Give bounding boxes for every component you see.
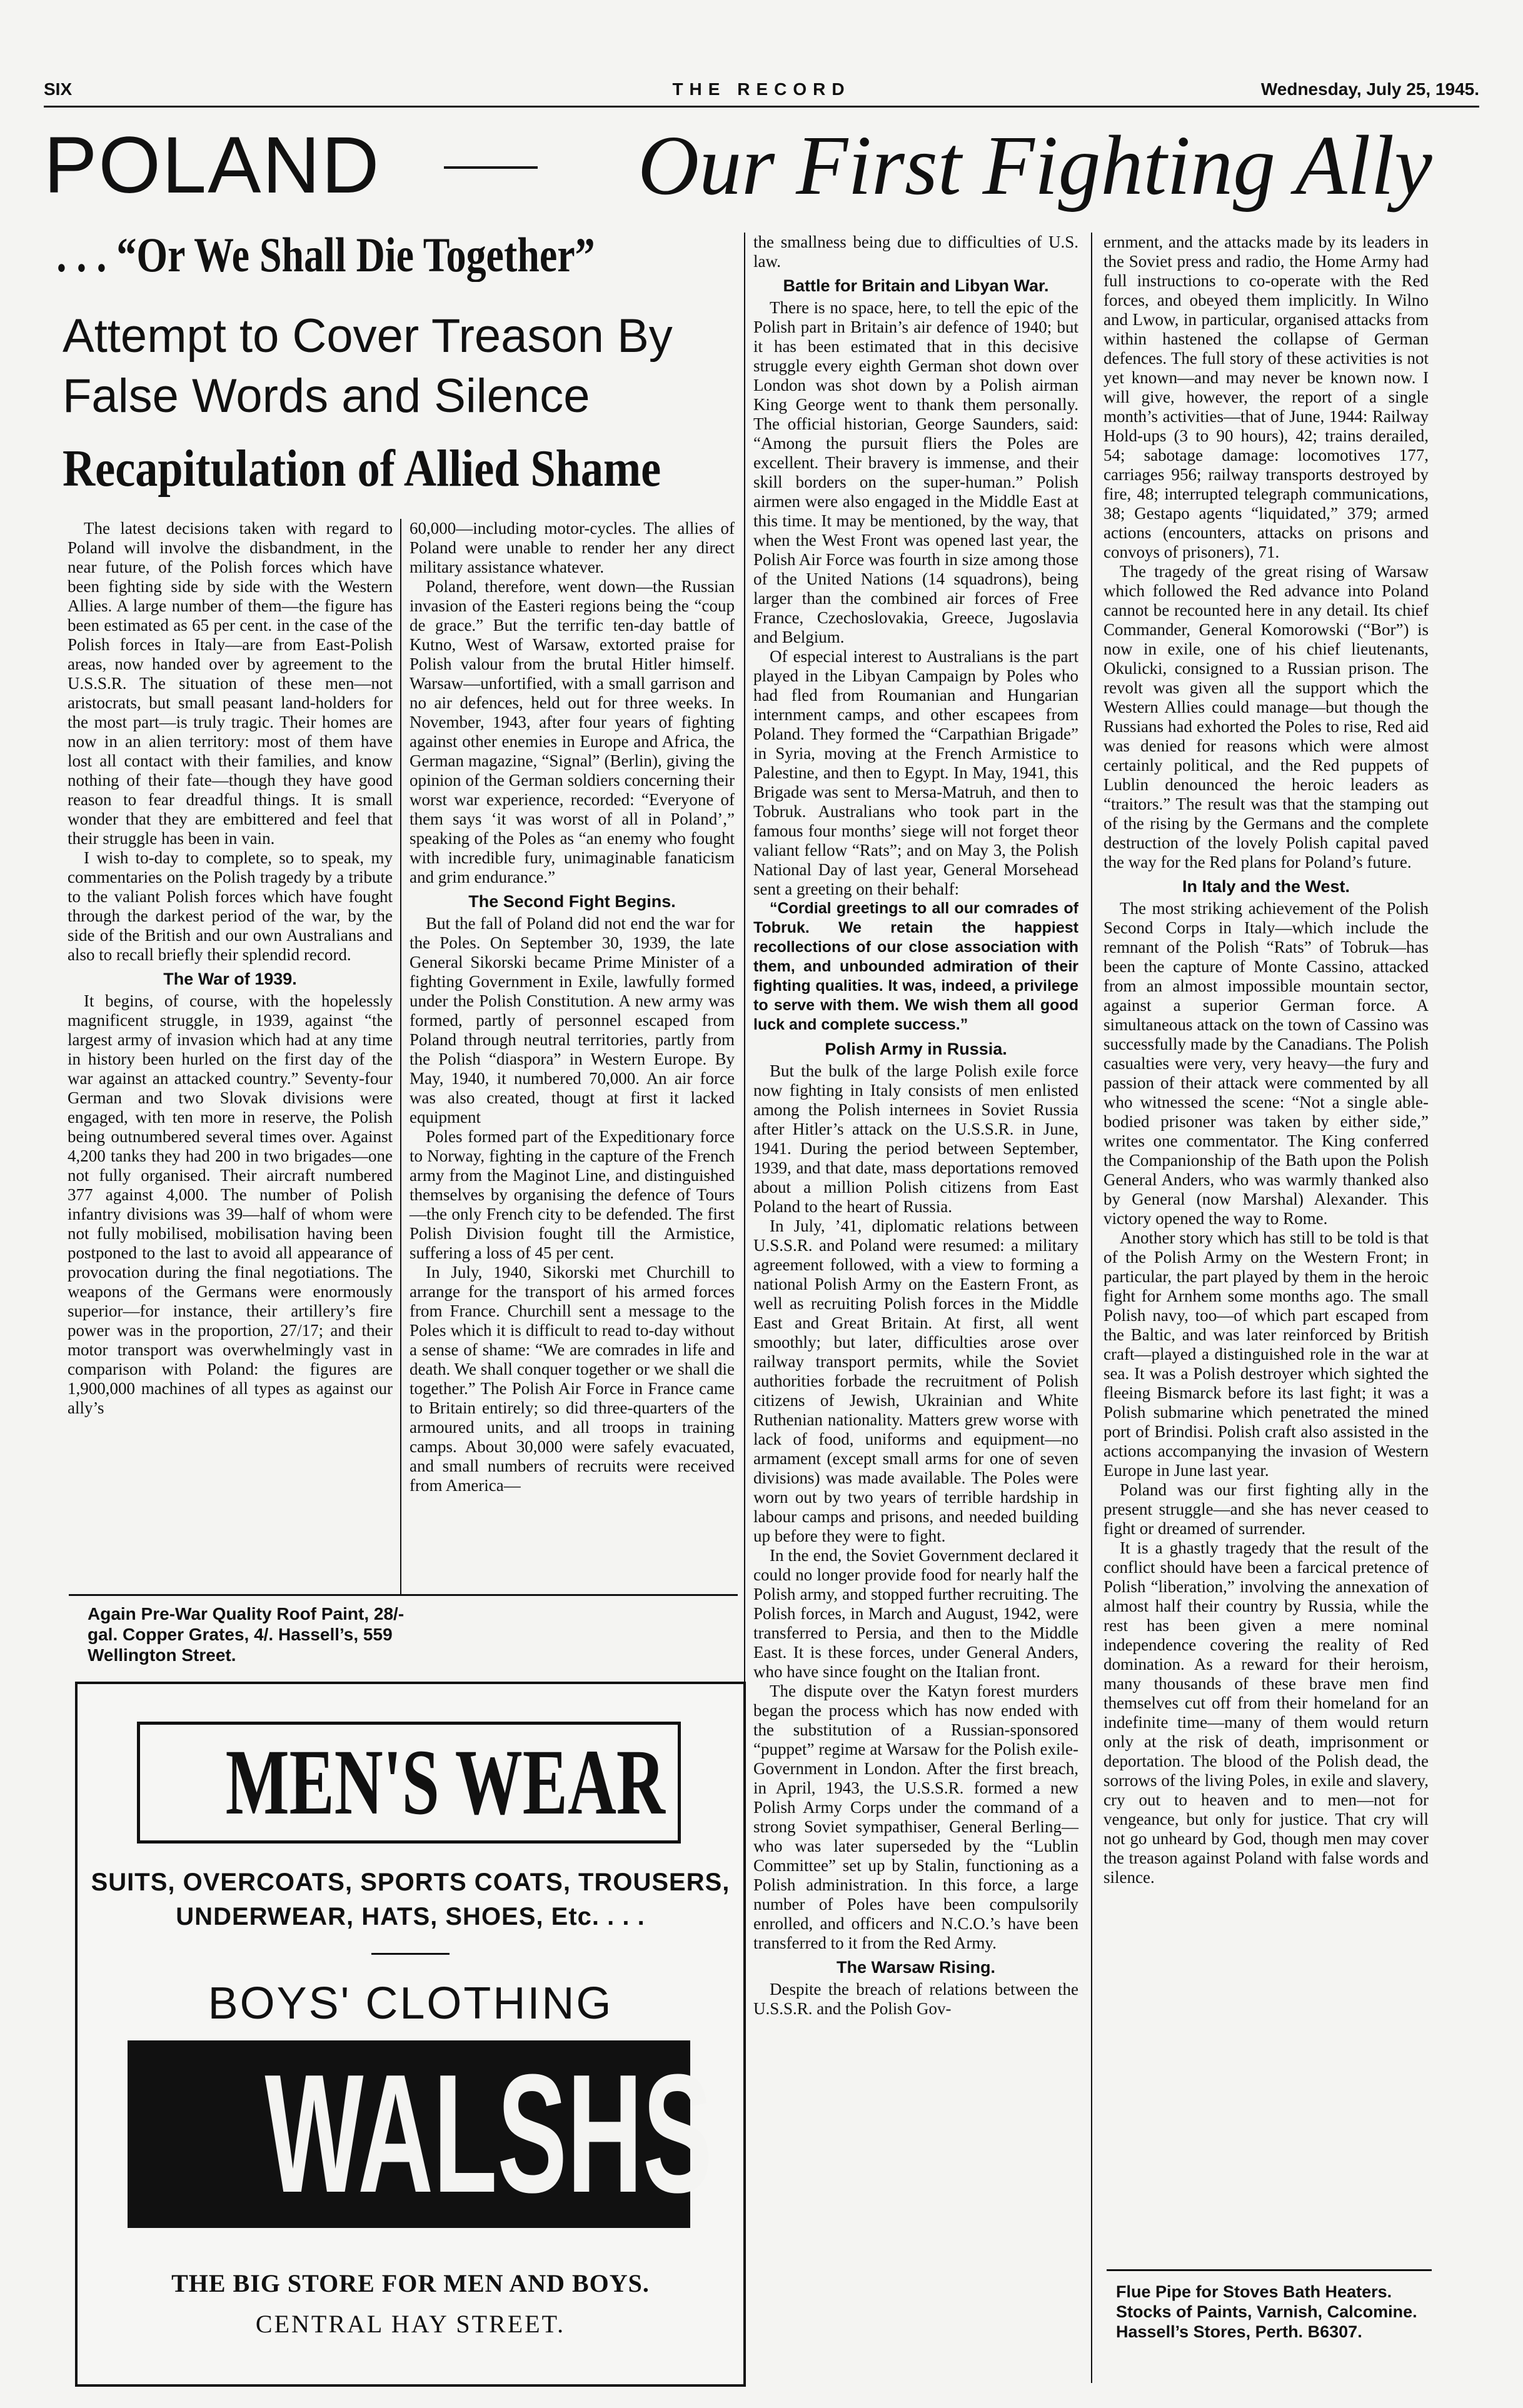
section-rule <box>69 1594 738 1596</box>
paragraph: Another story which has still to be told is that of the Polish Army on the Western Front; in particular, the part played by them in the heroic fight for Arnhem some months ago. The small Polish navy, too—of which part escaped from the Baltic, and was later reinforced by British craft—played a distinguished role in the war at sea. It was a Polish destroyer which sighted the fleeing Bismarck before its last fight; it was a Polish submarine which penetrated the mined port of Brindisi. Polish craft also assisted in the actions accompanying the invasion of Western Europe in June last year. <box>1103 1228 1429 1480</box>
paragraph: It begins, of course, with the hopelessly magnificent struggle, in 1939, against “the largest army of invasion which had at any time in history been hurled on the first day of the war against an attacked country.” Seventy-four German and two Slovak divisions were engaged, with ten more in reserve, the Polish being outnumbered several times over. Against 4,200 tanks they had 200 in two brigades—one not fully organised. Their aircraft numbered 377 against 4,000. The number of Polish infantry divisions was 39—half of whom were not fully mobilised, mobilisation having been postponed to the last to avoid all appearance of provocation during the final negotiations. The weapons of the Germans were enormously superior—for instance, their artillery’s fire power was in the proportion, 27/17; and their motor transport was overwhelmingly vast in comparison with Poland: the figures are 1,900,000 machines of all types as against our ally’s <box>68 991 393 1417</box>
paragraph: The tragedy of the great rising of Warsaw which followed the Red advance into Poland cannot be recounted here in any detail. Its chief Commander, General Komorowski (“Bor”) is now in exile, one of his chief lieutenants, Okulicki, consigned to a Russian prison. The revolt was given all the support which the Western Allies could manage—but though the Russians had exhorted the Poles to rise, Red aid was denied for reasons which were almost certainly political, and the Red puppets of Lublin denounced the heroic leaders as “traitors.” The result was that the stamping out of the rising by the Germans and the complete destruction of the lovely Polish capital paved the way for the Red plans for Poland’s future. <box>1103 562 1429 871</box>
article-column-2 <box>410 519 735 1495</box>
headline-die-together: . . . “Or We Shall Die Together” <box>56 228 595 282</box>
quoted-message: “Cordial greetings to all our comrades of Tobruk. We retain the happiest recollections of our close association with them, and unbounded admiration of their fighting qualities. It was, indeed, a privilege to serve with them. We wish them all good luck and complete success.” <box>753 900 1078 1033</box>
section-rule <box>1107 2269 1432 2271</box>
paragraph: In the end, the Soviet Government declared it could no longer provide food for nearly half the Polish army, and stopped further recruiting. The Polish forces, in March and August, 1942, were transferred to Persia, and then to the Middle East. It is these forces, under General Anders, who have since fought on the Italian front. <box>753 1546 1078 1681</box>
paragraph: 60,000—including motor-cycles. The allies of Poland were unable to render her any direct military assistance whatever. <box>410 519 735 576</box>
paragraph: Poland, therefore, went down—the Russian invasion of the Easteri regions being the “coup de grace.” But the terrific ten-day battle of Kutno, West of Warsaw, extorted praise for Polish valour from the brutal Hitler himself. Warsaw—unfortified, with a small garrison and no air defences, held out for three weeks. In November, 1943, after four years of fighting against other enemies in Europe and Africa, the German magazine, “Signal” (Berlin), giving the opinion of the German soldiers concerning their worst war experience, recorded: “Everyone of them says ‘it was worst of all in Poland’,” speaking of the Poles as “an enemy who fought with incredible fury, unimaginable fanaticism and grim endurance.” <box>410 577 735 886</box>
masthead-dash <box>444 166 538 169</box>
walshs-logo <box>128 2040 713 2228</box>
mens-wear-heading <box>137 1722 681 1844</box>
roof-paint-advert: Again Pre-War Quality Roof Paint, 28/- gal. Copper Grates, 4/. Hassell’s, 559 Wellington Street. <box>88 1604 405 1665</box>
paper-name: THE RECORD <box>672 79 851 99</box>
paragraph: Of especial interest to Australians is the part played in the Libyan Campaign by Poles who had fled from Roumanian and Hungarian internment camps, and other escapees from Poland. They formed the “Carpathian Brigade” in Syria, moving at the French Armistice to Palestine, and then to Egypt. In May, 1941, this Brigade was sent to Mersa-Matruh, and then to Tobruk. Australians who took part in the famous four months’ siege will not forget theor valiant fellow “Rats”; and on May 3, the Polish National Day of last year, General Morsehead sent a greeting on their behalf: <box>753 647 1078 898</box>
masthead <box>44 119 1479 219</box>
paragraph: Despite the breach of relations between the U.S.S.R. and the Polish Gov- <box>753 1980 1078 2018</box>
article-column-3 <box>753 233 1078 2019</box>
flue-pipe-advert: Flue Pipe for Stoves Bath Heaters. Stocks of Paints, Varnish, Calcomine. Hassell’s Stores, Perth. B6307. <box>1116 2282 1417 2341</box>
page-number: SIX <box>44 79 73 99</box>
headline-treason: Attempt to Cover Treason By False Words and Silence <box>63 309 673 423</box>
column-rule <box>1091 233 1092 2383</box>
masthead-poland: POLAND <box>44 121 381 210</box>
section-heading: Polish Army in Russia. <box>825 1040 1007 1058</box>
paragraph: In July, 1940, Sikorski met Churchill to arrange for the transport of his armed forces from France. Churchill sent a message to the Poles which it is difficult to read to-day without a sense of shame: “We are comrades in life and death. We shall conquer together or we shall die together.” The Polish Air Force in France came to Britain entirely; so did three-quarters of the armoured units, and all troops in training camps. About 30,000 were safely evacuated, and small numbers of recruits were received from America— <box>410 1263 735 1495</box>
section-heading: The Second Fight Begins. <box>468 892 676 911</box>
masthead-subtitle: Our First Fighting Ally <box>638 119 1432 213</box>
paragraph: It is a ghastly tragedy that the result of the conflict should have been a farcical pretence of Polish “liberation,” involving the annexation of almost half their country by Russia, while the rest has been given a mere nominal independence covering the reality of Red domination. As a reward for their heroism, many thousands of these brave men find themselves cut off from their homeland for an indefinite time—many of them would return only at the risk of death, imprisonment or deportation. The blood of the Polish dead, the sorrows of the living Poles, in exile and slavery, cry out to heaven and to men—not for vengeance, but only for justice. That cry will not go unheard by God, though men may cover the treason against Poland with false words and silence. <box>1103 1538 1429 1887</box>
paragraph: The latest decisions taken with regard to Poland will involve the disbandment, in the near future, of the Polish forces which have been fighting side by side with the Western Allies. A large number of them—the figure has been estimated as 65 per cent. in the case of the Polish forces in Italy—are from East-Polish areas, now handed over by agreement to the U.S.S.R. The situation of these men—not aristocrats, but small peasant land-holders for the most part—is truly tragic. Their homes are now in an alien territory: most of them have lost all contact with their families, and know nothing of their fate—though they have good reason to fear dreadful things. It is small wonder that they are embittered and feel that their struggle has been in vain. <box>68 519 393 848</box>
paragraph: the smallness being due to difficulties of U.S. law. <box>753 233 1078 271</box>
article-column-4 <box>1103 233 1429 1887</box>
paragraph: The dispute over the Katyn forest murders began the process which has now ended with the substitution of a Russian-sponsored “puppet” regime at Warsaw for the Polish exile-Government in London. After the first breach, in April, 1943, the U.S.S.R. formed a new Polish Army Corps under the command of a strong Soviet sympathiser, General Berling—who was later superseded by the “Lublin Committee” set up by Stalin, functioning as a Polish administration. In this force, a large number of Poles have been compulsorily enrolled, and officers and N.C.O.’s have been transferred to it from the Red Army. <box>753 1682 1078 1952</box>
section-heading: Battle for Britain and Libyan War. <box>783 276 1049 295</box>
dateline <box>44 78 1479 108</box>
paragraph: The most striking achievement of the Polish Second Corps in Italy—which include the remnant of the Polish “Rats” of Tobruk—has been the capture of Monte Cassino, attacked from an almost impossible mountain sector, against a superior German force. A simultaneous attack on the town of Cassino was successfully made by the Canadians. The Polish casualties were very, very heavy—the fury and passion of their attack were commented by all who witnessed the scene: “Not a single able-bodied prisoner was taken by either side,” writes one commentator. The King conferred the Companionship of the Bath upon the Polish General Anders, who was warmly thanked also by General (now Marshal) Alexander. This victory opened the way to Rome. <box>1103 899 1429 1228</box>
column-rule <box>400 519 401 1594</box>
section-heading: The Warsaw Rising. <box>836 1958 996 1977</box>
big-store-tagline: THE BIG STORE FOR MEN AND BOYS. <box>171 2269 650 2297</box>
underwear-line: UNDERWEAR, HATS, SHOES, Etc. . . . <box>176 1903 645 1930</box>
paragraph: But the fall of Poland did not end the war for the Poles. On September 30, 1939, the late General Sikorski became Prime Minister of a fighting Government in Exile, lawfully formed under the Polish Constitution. A new army was formed, partly of personnel escaped from Poland through neutral territories, partly from the Polish “diaspora” in Western Europe. By May, 1940, it numbered 70,000. An air force was also created, thougt at first it lacked equipment <box>410 914 735 1126</box>
section-heading: The War of 1939. <box>163 970 297 988</box>
paragraph: ernment, and the attacks made by its leaders in the Soviet press and radio, the Home Army had full instructions to co-operate with the Red forces, and obeyed them implicitly. In Wilno and Lwow, in particular, organised attacks from within hastened the collapse of German defences. The full story of these activities is not yet known—and may never be known now. I will give, however, the report of a single month’s activities—that of June, 1944: Railway Hold-ups (3 to 90 hours), 42; trains derailed, 54; sabotage damage: locomotives 177, carriages 956; railway transports destroyed by fire, 48; interrupted telegraph communications, 38; Gestapo agents “liquidated,” 379; armed actions (encounters, attacks on prisons and convoys of prisoners), 71. <box>1103 233 1429 561</box>
mens-wear-text: MEN'S WEAR <box>225 1730 665 1834</box>
advert-divider <box>371 1953 450 1955</box>
walshs-logo-text: WALSHS <box>264 2040 713 2228</box>
suits-line: SUITS, OVERCOATS, SPORTS COATS, TROUSERS, <box>91 1869 730 1896</box>
paragraph: Poland was our first fighting ally in the present struggle—and she has never ceased to fight or dreamed of surrender. <box>1103 1480 1429 1538</box>
paragraph: Poles formed part of the Expeditionary force to Norway, fighting in the capture of the French army from the Maginot Line, and distinguished themselves by organising the defence of Tours—the only French city to be defended. The first Polish Division fought till the Armistice, suffering a loss of 45 per cent. <box>410 1127 735 1262</box>
paragraph: But the bulk of the large Polish exile force now fighting in Italy consists of men enlisted among the Polish internees in Soviet Russia after Hitler’s attack on the U.S.S.R. in June, 1941. During the period between September, 1939, and that date, mass deportations removed about a million Polish citizens from East Poland to the heart of Russia. <box>753 1061 1078 1216</box>
paragraph: There is no space, here, to tell the epic of the Polish part in Britain’s air defence of 1940; but it has been estimated that in this decisive struggle every eighth German shot down over London was shot down by a Polish airman King George went to thank them personally. The official historian, George Saunders, said: “Among the pursuit fliers the Poles are excellent. Their bravery is immense, and their skill borders on the super-human.” Polish airmen were also engaged in the Middle East at this time. It may be mentioned, by the way, that when the West Front was opened last year, the Polish Air Force was fourth in size among those of the United Nations (14 squadrons), being larger than the combined air forces of Free France, Czechoslovakia, Greece, Jugoslavia and Belgium. <box>753 298 1078 646</box>
paragraph: I wish to-day to complete, so to speak, my commentaries on the Polish tragedy by a tribute to the valiant Polish forces which have fought through the darkest period of the war, by the side of the British and our own Australians and also to recall briefly their splendid record. <box>68 848 393 964</box>
store-address: CENTRAL HAY STREET. <box>255 2310 566 2338</box>
section-heading: In Italy and the West. <box>1182 877 1350 896</box>
headline-allied-shame: Recapitulation of Allied Shame <box>63 439 661 498</box>
paragraph: In July, ’41, diplomatic relations between U.S.S.R. and Poland were resumed: a military agreement followed, with a view to forming a national Polish Army on the Eastern Front, as well as recruiting Polish forces in the Middle East and Great Britain. At first, all went smoothly; but later, difficulties arose over railway transport permits, while the Soviet authorities forbade the recruitment of Polish citizens of Jewish, Ukrainian and White Ruthenian nationality. Matters grew worse with lack of food, uniforms and equipment—no armament (except small arms for one of seven divisions) was made available. The Poles were worn out by two years of terrible hardship in labour camps and prisons, and needed building up before they were to fight. <box>753 1217 1078 1545</box>
walshs-advert <box>75 1682 746 2387</box>
boys-clothing: BOYS' CLOTHING <box>208 1979 613 2029</box>
issue-date: Wednesday, July 25, 1945. <box>1260 79 1479 99</box>
article-column-1 <box>68 519 393 1418</box>
